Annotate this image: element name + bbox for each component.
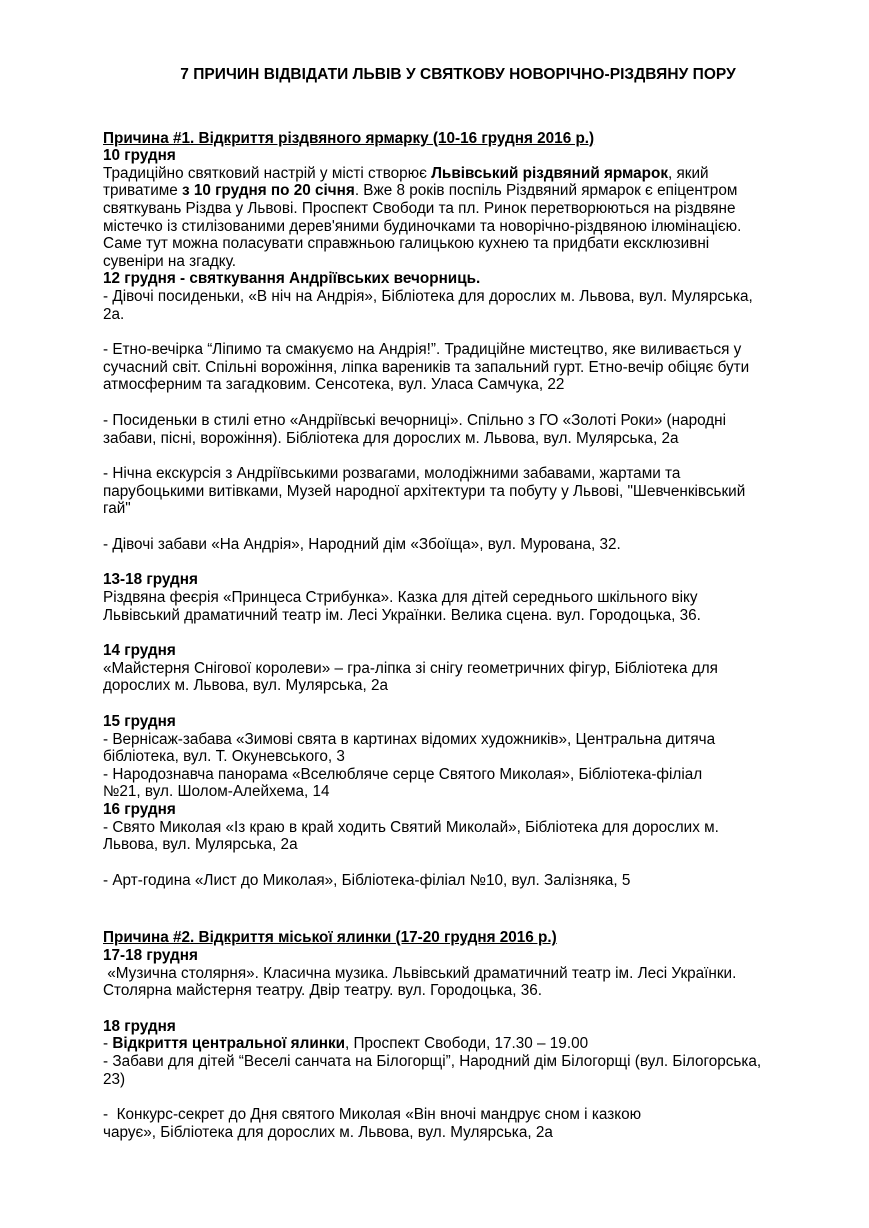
paragraph-line: Саме тут можна поласувати справжньою галицькою кухнею та придбати ексклюзивні	[103, 235, 710, 253]
event-line: чарує», Бібліотека для дорослих м. Львова, вул. Мулярська, 2а	[103, 1123, 553, 1141]
fair-name: Львівський різдвяний ярмарок	[431, 164, 669, 182]
event-line: - Дівочі забави «На Андрія», Народний дім «Збоїща», вул. Мурована, 32.	[103, 535, 621, 553]
event-line: - Нічна екскурсія з Андріївськими розвагами, молодіжними забавами, жартами та	[103, 465, 681, 483]
date-15-dec: 15 грудня	[103, 713, 176, 731]
tree-opening: Відкриття центральної ялинки	[112, 1035, 346, 1053]
date-17-18-dec: 17-18 грудня	[103, 946, 198, 964]
event-line: 23)	[103, 1070, 126, 1088]
event-line: Різдвяна феєрія «Принцеса Стрибунка». Казка для дітей середнього шкільного віку	[103, 589, 698, 607]
page-title: 7 ПРИЧИН ВІДВІДАТИ ЛЬВІВ У СВЯТКОВУ НОВОРІЧНО-РІЗДВЯНУ ПОРУ	[180, 66, 736, 83]
event-line: Львівський драматичний театр ім. Лесі Українки. Велика сцена. вул. Городоцька, 36.	[103, 606, 701, 624]
reason-2-heading: Причина #2. Відкриття міської ялинки (17-20 грудня 2016 р.)	[103, 929, 557, 947]
event-line: атмосферним та загадковим. Сенсотека, вул. Уласа Самчука, 22	[103, 376, 565, 394]
event-line: парубоцькими витівками, Музей народної архітектури та побуту у Львові, "Шевченківський	[103, 482, 746, 500]
event-line: Львова, вул. Мулярська, 2а	[103, 836, 298, 854]
paragraph-line: сувеніри на згадку.	[103, 252, 237, 270]
event-line: - Свято Миколая «Із краю в край ходить Святий Миколай», Бібліотека для дорослих м.	[103, 818, 719, 836]
date-14-dec: 14 грудня	[103, 642, 176, 660]
reason-1-heading: Причина #1. Відкриття різдвяного ярмарку (10-16 грудня 2016 р.)	[103, 129, 595, 147]
event-line: забави, пісні, ворожіння). Бібліотека для дорослих м. Львова, вул. Мулярська, 2а	[103, 429, 679, 447]
event-line: №21, вул. Шолом-Алейхема, 14	[103, 783, 330, 801]
date-10-dec: 10 грудня	[103, 147, 176, 165]
document-page	[103, 66, 793, 1141]
event-line: - Арт-година «Лист до Миколая», Бібліотека-філіал №10, вул. Залізняка, 5	[103, 871, 631, 889]
date-18-dec: 18 грудня	[103, 1017, 176, 1035]
event-line: «Музична столярня». Класична музика. Львівський драматичний театр ім. Лесі Українки.	[103, 964, 737, 982]
date-13-18-dec: 13-18 грудня	[103, 571, 198, 589]
fair-dates: з 10 грудня по 20 січня	[182, 182, 355, 200]
paragraph-line: триватиме з 10 грудня по 20 січня. Вже 8 років поспіль Різдвяний ярмарок є епіцентром	[103, 182, 738, 200]
event-line: сучасний світ. Спільні ворожіння, ліпка вареників та запальний гурт. Етно-вечір обіцяє бути	[103, 358, 750, 376]
event-line: - Відкриття центральної ялинки, Проспект Свободи, 17.30 – 19.00	[103, 1035, 589, 1053]
date-12-dec: 12 грудня - святкування Андріївських вечорниць.	[103, 270, 481, 288]
event-line: - Етно-вечірка “Ліпимо та смакуємо на Андрія!”. Традиційне мистецтво, яке виливається у	[103, 341, 742, 359]
paragraph-line: святкувань Різдва у Львові. Проспект Свободи та пл. Ринок перетворюються на різдвяне	[103, 199, 736, 217]
paragraph-line: містечко із стилізованими дерев'яними будиночками та новорічно-різдвяною ілюмінацією.	[103, 217, 742, 235]
event-line: дорослих м. Львова, вул. Мулярська, 2а	[103, 677, 389, 695]
event-line: бібліотека, вул. Т. Окуневського, 3	[103, 748, 345, 766]
date-16-dec: 16 грудня	[103, 801, 176, 818]
event-line: - Вернісаж-забава «Зимові свята в картинах відомих художників», Центральна дитяча	[103, 730, 716, 748]
event-line: - Народознавча панорама «Вселюбляче серце Святого Миколая», Бібліотека-філіал	[103, 765, 703, 783]
paragraph-line: Традиційно святковий настрій у місті створює Львівський різдвяний ярмарок, який	[103, 164, 709, 182]
event-line: Столярна майстерня театру. Двір театру. вул. Городоцька, 36.	[103, 982, 543, 1000]
event-line: 2а.	[103, 305, 125, 323]
event-line: «Майстерня Снігової королеви» – гра-ліпка зі снігу геометричних фігур, Бібліотека для	[103, 659, 718, 677]
event-line: - Посиденьки в стилі етно «Андріївські вечорниці». Спільно з ГО «Золоті Роки» (народні	[103, 411, 727, 429]
event-line: - Конкурс-секрет до Дня святого Миколая «Він вночі мандрує сном і казкою	[103, 1106, 642, 1124]
event-line: гай"	[103, 500, 131, 518]
event-line: - Забави для дітей “Веселі санчата на Білогорщі”, Народний дім Білогорщі (вул. Білогорська,	[103, 1052, 762, 1070]
event-line: - Дівочі посиденьки, «В ніч на Андрія», Бібліотека для дорослих м. Львова, вул. Мулярська,	[103, 287, 753, 305]
